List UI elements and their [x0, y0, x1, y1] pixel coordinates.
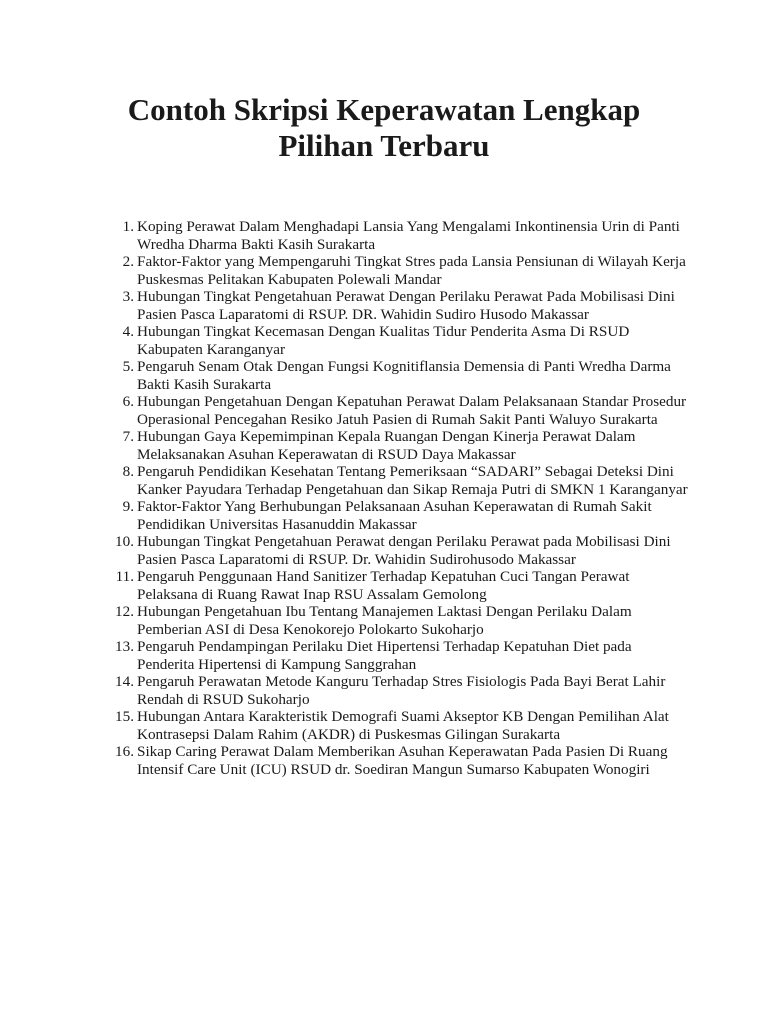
list-item	[108, 358, 688, 393]
list-item	[108, 498, 688, 533]
list-item	[108, 463, 688, 498]
list-item	[108, 288, 688, 323]
item-text: Pengaruh Perawatan Metode Kanguru Terhadap Stres Fisiologis Pada Bayi Berat Lahir Rendah di RSUD Sukoharjo	[137, 673, 666, 708]
list-item	[108, 638, 688, 673]
item-number: 8.	[122, 463, 134, 480]
item-text: Hubungan Antara Karakteristik Demografi Suami Akseptor KB Dengan Pemilihan Alat Kontrasepsi Dalam Rahim (AKDR) di Puskesmas Gilingan Surakarta	[137, 708, 669, 743]
item-text: Hubungan Pengetahuan Dengan Kepatuhan Perawat Dalam Pelaksanaan Standar Prosedur Operasional Pencegahan Resiko Jatuh Pasien di Rumah Sakit Panti Waluyo Surakarta	[137, 393, 687, 428]
item-number: 7.	[122, 428, 134, 445]
list-item	[108, 323, 688, 358]
item-text: Sikap Caring Perawat Dalam Memberikan Asuhan Keperawatan Pada Pasien Di Ruang Intensif Care Unit (ICU) RSUD dr. Soediran Mangun Sumarso Kabupaten Wonogiri	[137, 743, 668, 778]
list-item	[108, 253, 688, 288]
item-number: 15.	[115, 708, 134, 725]
item-number: 9.	[122, 498, 134, 515]
list-item	[108, 743, 688, 778]
item-text: Pengaruh Pendidikan Kesehatan Tentang Pemeriksaan “SADARI” Sebagai Deteksi Dini Kanker Payudara Terhadap Pengetahuan dan Sikap Remaja Putri di SMKN 1 Karanganyar	[137, 463, 688, 498]
list-item	[108, 603, 688, 638]
item-text: Pengaruh Senam Otak Dengan Fungsi Kognitiflansia Demensia di Panti Wredha Darma Bakti Kasih Surakarta	[137, 358, 671, 393]
list-item	[108, 708, 688, 743]
item-text: Hubungan Gaya Kepemimpinan Kepala Ruangan Dengan Kinerja Perawat Dalam Melaksanakan Asuhan Keperawatan di RSUD Daya Makassar	[137, 428, 636, 463]
item-number: 3.	[122, 288, 134, 305]
item-text: Hubungan Tingkat Kecemasan Dengan Kualitas Tidur Penderita Asma Di RSUD Kabupaten Karanganyar	[137, 323, 630, 358]
item-text: Pengaruh Penggunaan Hand Sanitizer Terhadap Kepatuhan Cuci Tangan Perawat Pelaksana di Ruang Rawat Inap RSU Assalam Gemolong	[137, 568, 630, 603]
item-number: 2.	[122, 253, 134, 270]
list-item	[108, 428, 688, 463]
item-text: Koping Perawat Dalam Menghadapi Lansia Yang Mengalami Inkontinensia Urin di Panti Wredha Dharma Bakti Kasih Surakarta	[137, 218, 680, 253]
item-number: 4.	[122, 323, 134, 340]
item-text: Faktor-Faktor yang Mempengaruhi Tingkat Stres pada Lansia Pensiunan di Wilayah Kerja Puskesmas Pelitakan Kabupaten Polewali Mandar	[137, 253, 686, 288]
item-number: 10.	[115, 533, 134, 550]
list-item	[108, 393, 688, 428]
item-text: Faktor-Faktor Yang Berhubungan Pelaksanaan Asuhan Keperawatan di Rumah Sakit Pendidikan Universitas Hasanuddin Makassar	[137, 498, 652, 533]
page-title	[0, 92, 768, 164]
list-item	[108, 533, 688, 568]
title-line-2: Pilihan Terbaru	[278, 128, 490, 163]
item-number: 13.	[115, 638, 134, 655]
item-text: Pengaruh Pendampingan Perilaku Diet Hipertensi Terhadap Kepatuhan Diet pada Penderita Hipertensi di Kampung Sanggrahan	[137, 638, 632, 673]
list-item	[108, 568, 688, 603]
title-line-1: Contoh Skripsi Keperawatan Lengkap	[127, 92, 641, 127]
item-number: 1.	[122, 218, 134, 235]
list-item	[108, 673, 688, 708]
item-number: 14.	[115, 673, 134, 690]
item-text: Hubungan Tingkat Pengetahuan Perawat dengan Perilaku Perawat pada Mobilisasi Dini Pasien Pasca Laparatomi di RSUP. Dr. Wahidin Sudirohusodo Makassar	[137, 533, 671, 568]
item-number: 5.	[122, 358, 134, 375]
item-text: Hubungan Pengetahuan Ibu Tentang Manajemen Laktasi Dengan Perilaku Dalam Pemberian ASI di Desa Kenokorejo Polokarto Sukoharjo	[137, 603, 632, 638]
item-number: 6.	[122, 393, 134, 410]
item-number: 11.	[115, 568, 134, 585]
thesis-list	[108, 218, 688, 778]
item-text: Hubungan Tingkat Pengetahuan Perawat Dengan Perilaku Perawat Pada Mobilisasi Dini Pasien Pasca Laparatomi di RSUP. DR. Wahidin Sudiro Husodo Makassar	[137, 288, 675, 323]
list-item	[108, 218, 688, 253]
item-number: 16.	[115, 743, 134, 760]
item-number: 12.	[115, 603, 134, 620]
